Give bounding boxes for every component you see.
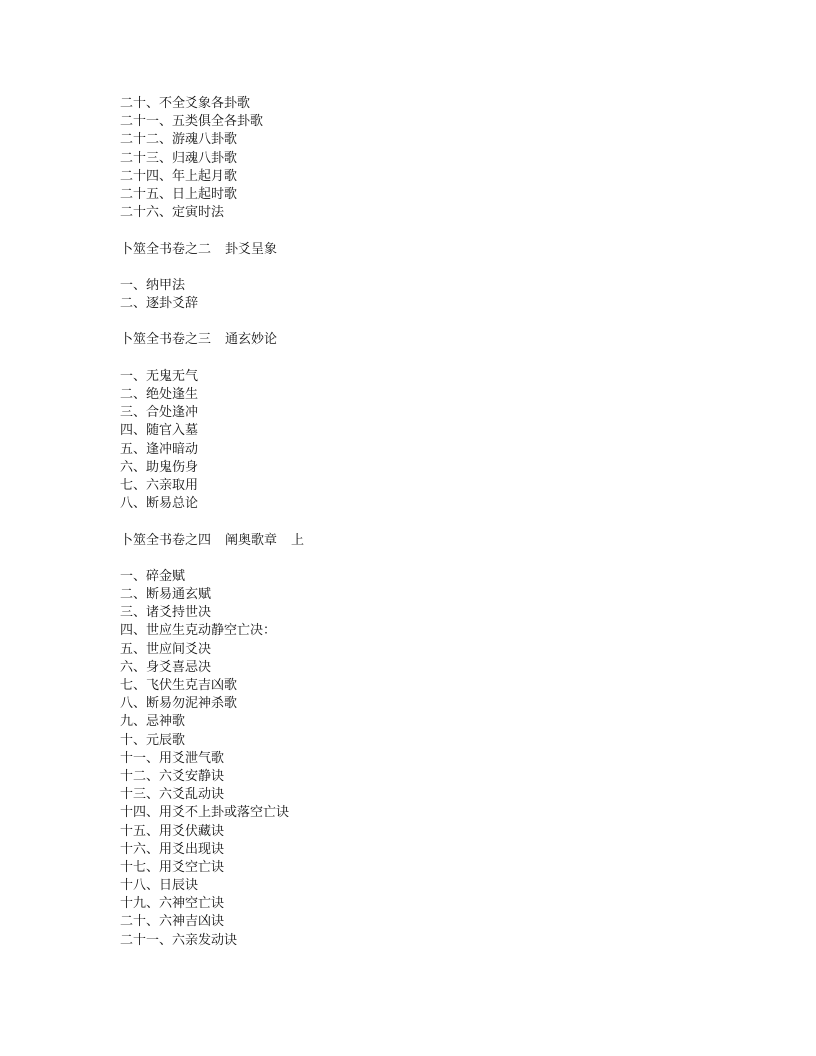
toc-line: 十五、用爻伏藏诀 — [120, 823, 225, 839]
toc-section-top — [120, 95, 720, 222]
toc-line: 二十、不全爻象各卦歌 — [120, 96, 251, 111]
toc-line: 一、碎金赋 — [120, 568, 186, 584]
volume-subtitle: 通玄妙论 — [225, 332, 278, 348]
toc-line: 十二、六爻安静诀 — [120, 768, 225, 784]
blank-line — [120, 350, 720, 368]
toc-line: 二十一、六亲发动诀 — [120, 932, 238, 948]
toc-line: 十九、六神空亡诀 — [120, 896, 225, 912]
toc-line: 二十一、五类俱全各卦歌 — [120, 114, 264, 130]
toc-page — [120, 95, 720, 950]
volume-title: 卜筮全书卷之二 — [120, 241, 212, 257]
toc-line: 三、合处逢冲 — [120, 405, 199, 421]
blank-line — [120, 550, 720, 568]
toc-line: 十一、用爻泄气歌 — [120, 750, 225, 766]
toc-line: 六、身爻喜忌决 — [120, 659, 212, 675]
toc-line: 十、元辰歌 — [120, 732, 186, 748]
volume-subtitle: 阐奥歌章 — [225, 532, 278, 548]
volume-heading-2 — [120, 241, 720, 259]
toc-line: 二十五、日上起时歌 — [120, 186, 238, 202]
volume-title: 卜筮全书卷之三 — [120, 332, 212, 348]
toc-line: 十七、用爻空亡诀 — [120, 859, 225, 875]
toc-section-vol3 — [120, 368, 720, 514]
volume-subtitle: 卦爻呈象 — [225, 241, 278, 257]
toc-line: 二、断易通玄赋 — [120, 587, 212, 603]
toc-line: 一、无鬼无气 — [120, 368, 199, 384]
toc-line: 九、忌神歌 — [120, 714, 186, 730]
toc-line: 四、世应生克动静空亡决： — [120, 623, 277, 639]
toc-line: 八、断易勿泥神杀歌 — [120, 696, 238, 712]
toc-line: 十六、用爻出现诀 — [120, 841, 225, 857]
toc-line: 二十、六神吉凶诀 — [120, 914, 225, 930]
toc-line: 七、六亲取用 — [120, 477, 199, 493]
toc-line: 三、诸爻持世决 — [120, 605, 212, 621]
toc-line: 十三、六爻乱动诀 — [120, 787, 225, 803]
toc-line: 六、助鬼伤身 — [120, 459, 199, 475]
toc-line: 二、逐卦爻辞 — [120, 296, 199, 312]
toc-line: 五、世应间爻决 — [120, 641, 212, 657]
toc-line: 二十六、定寅时法 — [120, 205, 225, 221]
toc-line: 二、绝处逢生 — [120, 387, 199, 402]
toc-line: 二十二、游魂八卦歌 — [120, 132, 238, 148]
volume-part: 上 — [291, 532, 305, 548]
blank-line — [120, 259, 720, 277]
blank-line — [120, 222, 720, 240]
toc-line: 五、逢冲暗动 — [120, 441, 199, 457]
blank-line — [120, 513, 720, 531]
toc-line: 八、断易总论 — [120, 496, 199, 512]
volume-title: 卜筮全书卷之四 — [120, 532, 212, 548]
toc-line: 一、纳甲法 — [120, 277, 186, 293]
volume-heading-4 — [120, 532, 720, 550]
toc-section-vol2 — [120, 277, 720, 313]
toc-line: 二十三、归魂八卦歌 — [120, 150, 238, 166]
blank-line — [120, 313, 720, 331]
toc-line: 十八、日辰诀 — [120, 878, 199, 894]
toc-line: 二十四、年上起月歌 — [120, 168, 238, 184]
volume-heading-3 — [120, 331, 720, 349]
toc-line: 十四、用爻不上卦或落空亡诀 — [120, 805, 290, 821]
toc-line: 七、飞伏生克吉凶歌 — [120, 678, 238, 693]
toc-line: 四、随官入墓 — [120, 423, 199, 439]
toc-section-vol4 — [120, 568, 720, 950]
